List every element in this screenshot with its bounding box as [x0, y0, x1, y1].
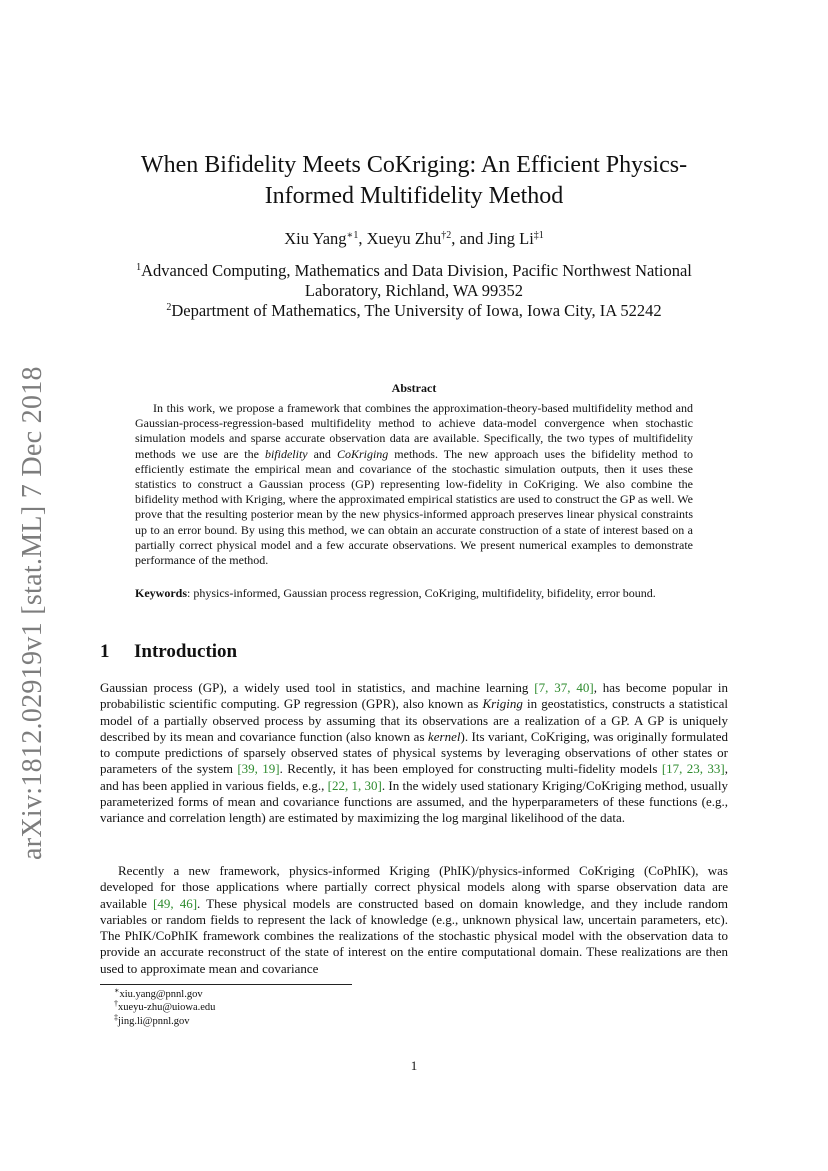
author-mark: ‡1	[533, 230, 544, 241]
author-name: , Xueyu Zhu	[358, 229, 442, 248]
author-name: , and Jing Li	[451, 229, 534, 248]
affiliation-text: Advanced Computing, Mathematics and Data Division, Pacific Northwest National Laboratory, Richland, WA 99352	[141, 261, 692, 300]
citation-link[interactable]: [39, 19]	[237, 761, 280, 777]
abstract-text: and	[307, 446, 337, 461]
footnote	[114, 1012, 215, 1028]
footnotes	[114, 988, 215, 1028]
paper-title: When Bifidelity Meets CoKriging: An Efficient Physics-Informed Multifidelity Method	[140, 152, 688, 209]
body-text: Gaussian process (GP), a widely used tool in statistics, and machine learning	[100, 680, 535, 695]
citation-link[interactable]: [7, 37, 40]	[534, 680, 594, 695]
citation-link[interactable]: [49, 46]	[153, 895, 198, 911]
body-text: . Recently, it has been employed for constructing multi-fidelity models	[279, 761, 662, 777]
footnote-email: xiu.yang@pnnl.gov	[119, 989, 203, 1000]
footnote-email: xueyu-zhu@uiowa.edu	[118, 1002, 216, 1014]
body-text: . These physical models are constructed based on domain knowledge, and they include random variables or random fields to represent the lack of knowledge (e.g., unknown physical law, uncertain parameters, etc). The PhIK/CoPhIK framework combines the realizations of the stochastic physical model with the observation data to provide an accurate reconstruct of the state of interest on the entire computational domain. These realizations are then used to approximate mean and covariance	[100, 895, 728, 976]
body-emphasis: Kriging	[482, 696, 523, 712]
keywords-label: Keywords	[135, 586, 187, 600]
footnote	[114, 1001, 215, 1014]
abstract-heading: Abstract	[391, 381, 437, 395]
affiliation-mark: 2	[166, 302, 172, 313]
footnote-rule	[100, 984, 352, 985]
body-text: in geostatistics, constructs a statistical model of a partially observed process by assuming that its observations are a realization of a GP. A GP is uniquely described by its mean and covariance function (also known as	[100, 696, 728, 744]
affiliations	[110, 261, 718, 321]
affiliation-mark: 1	[136, 262, 142, 273]
body-text: Recently a new framework, physics-informed Kriging (PhIK)/physics-informed CoKriging (CoPhIK), was developed for those applications where partially correct physical models along with sparse observation data are available	[100, 863, 728, 911]
body-text: , has become popular in probabilistic scientific computing. GP regression (GPR), also known as	[100, 680, 728, 712]
abstract-emphasis: CoKriging	[336, 446, 389, 461]
intro-paragraph-2	[100, 863, 728, 977]
author-mark: †2	[441, 230, 452, 241]
affiliation-text: Department of Mathematics, The University of Iowa, Iowa City, IA 52242	[171, 301, 662, 320]
affiliation-2	[110, 301, 718, 321]
abstract-body	[135, 401, 693, 568]
keywords	[135, 586, 693, 601]
arxiv-stamp: arXiv:1812.02919v1 [stat.ML] 7 Dec 2018	[17, 366, 48, 860]
footnote	[114, 988, 215, 1001]
body-emphasis: kernel	[428, 728, 461, 744]
body-text: ). Its variant, CoKriging, was originally formulated to compute predictions of sparsely observed states of physical systems by leveraging observations of other states or parameters of the system	[100, 728, 728, 777]
keywords-list: : physics-informed, Gaussian process regression, CoKriging, multifidelity, bifidelity, error bound.	[187, 586, 656, 600]
body-text: , and has been applied in various fields, e.g.,	[100, 761, 728, 793]
author-mark: ∗1	[346, 230, 359, 241]
footnote-mark: ‡	[114, 1012, 118, 1022]
abstract-text: In this work, we propose a framework that combines the approximation-theory-based multifidelity method and Gaussian-process-regression-based multifidelity method to achieve data-model convergence when stochastic simulation models and sparse accurate observation data are available. Specifically, the two types of multifidelity methods we use are the	[135, 401, 693, 461]
section-title: Introduction	[134, 641, 238, 662]
footnote-mark: †	[114, 999, 118, 1009]
intro-paragraph-1	[100, 680, 728, 827]
arxiv-sidebar	[10, 364, 56, 860]
author-name: Xiu Yang	[284, 229, 347, 248]
abstract-emphasis: bifidelity	[264, 446, 308, 461]
section-heading	[100, 640, 237, 664]
author-line	[100, 228, 728, 250]
footnote-email: jing.li@pnnl.gov	[118, 1015, 190, 1027]
footnote-mark: ∗	[114, 986, 120, 995]
citation-link[interactable]: [17, 23, 33]	[661, 761, 725, 777]
page-number: 1	[410, 1058, 418, 1073]
citation-link[interactable]: [22, 1, 30]	[327, 777, 382, 793]
affiliation-1	[110, 261, 718, 301]
section-number: 1	[100, 641, 110, 662]
abstract-text: methods. The new approach uses the bifidelity method to efficiently estimate the empirical mean and covariance of the stochastic simulation outputs, then it uses these statistics to construct a Gaussian process (GP) representing low-fidelity in CoKriging. We also combine the bifidelity method with Kriging, where the approximated empirical statistics are used to construct the GP as well. We prove that the resulting posterior mean by the new physics-informed approach preserves linear physical constraints up to an error bound. By using this method, we can obtain an accurate construction of a state of interest based on a partially correct physical model and a few accurate observations. We present numerical examples to demonstrate performance of the method.	[135, 446, 693, 568]
body-text: . In the widely used stationary Kriging/CoKriging method, usually parameterized forms of mean and covariance functions are assumed, and the hyperparameters of these functions (e.g., variance and correlation length) are estimated by maximizing the log marginal likelihood of the data.	[100, 777, 728, 826]
